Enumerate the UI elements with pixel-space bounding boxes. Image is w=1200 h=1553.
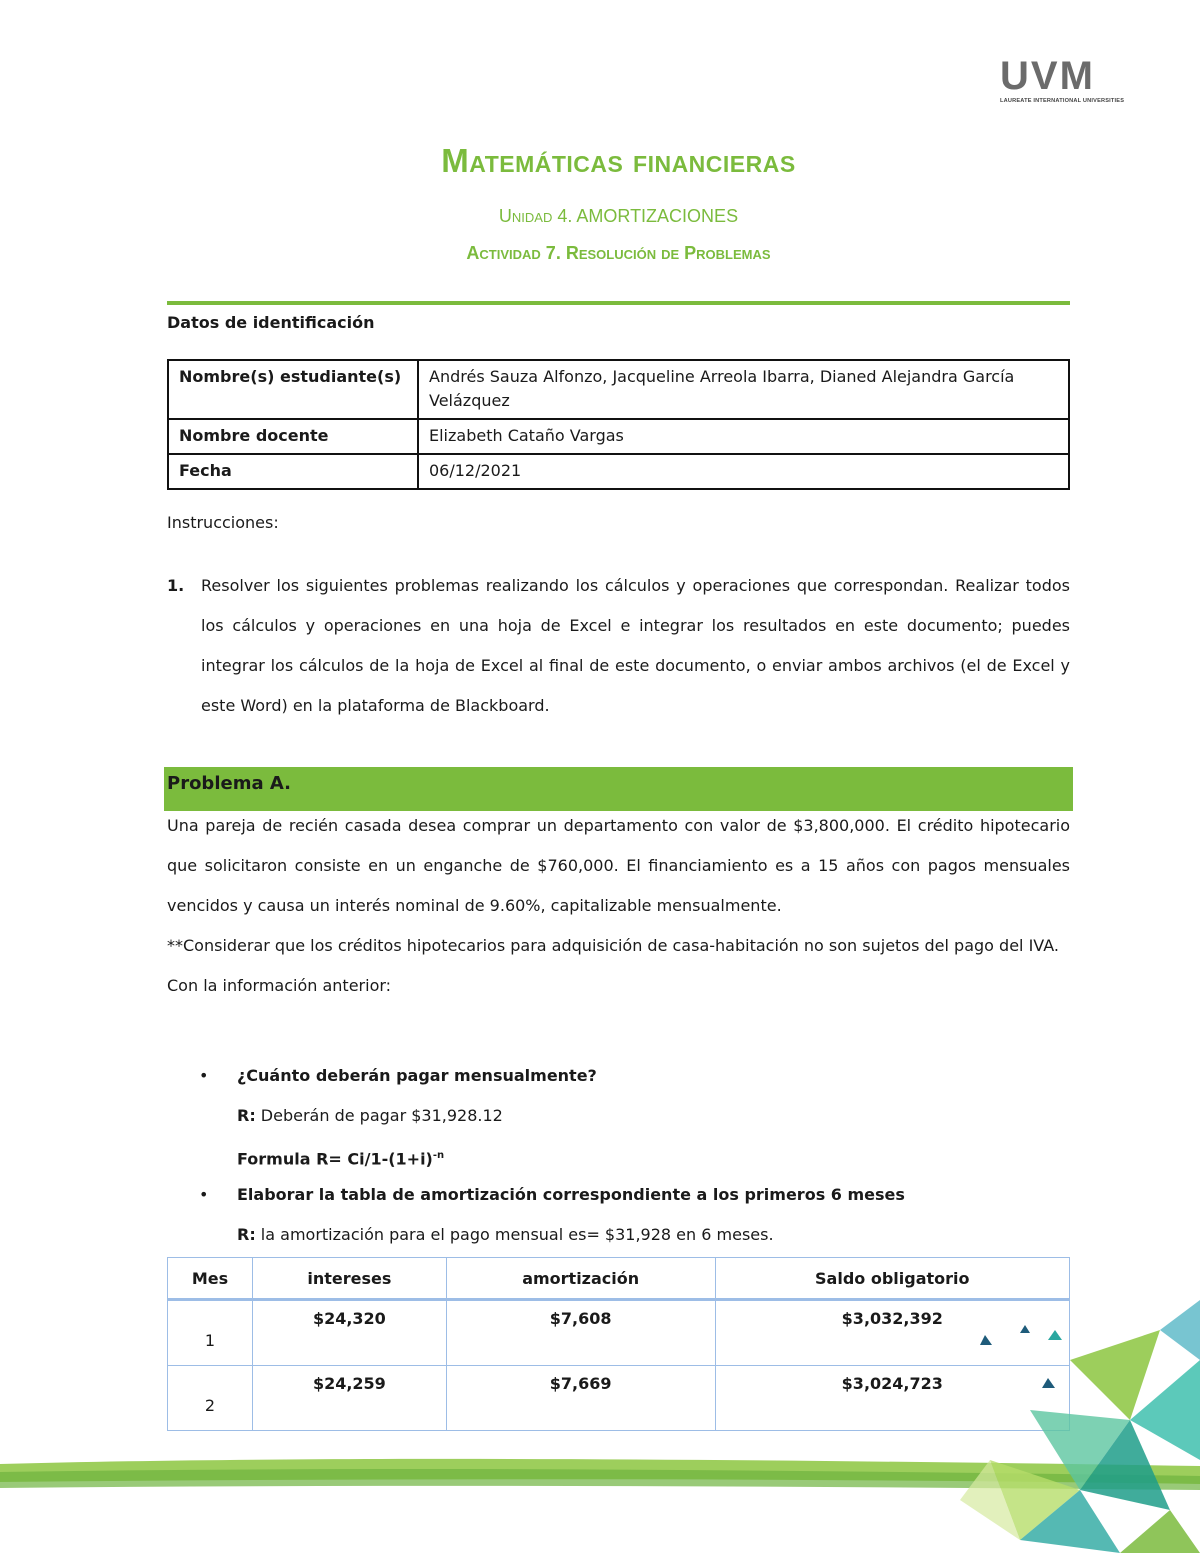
instructions-label: Instrucciones: — [167, 513, 279, 532]
logo-wordmark: UVM — [1000, 54, 1095, 98]
cell-saldo: $3,024,723 — [715, 1366, 1069, 1431]
date-value: 06/12/2021 — [418, 454, 1069, 489]
unit-subtitle: Unidad 4. AMORTIZACIONES — [498, 206, 739, 226]
activity-subtitle: Actividad 7. Resolución de Problemas — [466, 243, 771, 263]
problem-lead: Con la información anterior: — [167, 976, 392, 995]
document-title: Matemáticas financieras — [441, 142, 796, 179]
identification-label: Datos de identificación — [167, 313, 375, 332]
col-amortizacion: amortización — [446, 1258, 715, 1300]
formula-exponent: -n — [432, 1150, 445, 1161]
teacher-key: Nombre docente — [168, 419, 418, 454]
problem-note: **Considerar que los créditos hipotecarios para adquisición de casa-habitación no son sujetos del pago del IVA. — [167, 936, 1059, 955]
triangle-pattern-decoration — [930, 1300, 1200, 1553]
answer-2-label: R: — [237, 1225, 256, 1244]
answer-2-text: la amortización para el pago mensual es= $31,928 en 6 meses. — [255, 1225, 774, 1244]
answer-1-label: R: — [237, 1106, 256, 1125]
bullet-icon: • — [199, 1066, 209, 1085]
question-1-text: ¿Cuánto deberán pagar mensualmente? — [237, 1066, 597, 1085]
students-value: Andrés Sauza Alfonzo, Jacqueline Arreola Ibarra, Dianed Alejandra García Velázquez — [418, 360, 1069, 419]
answer-1 — [237, 1096, 1070, 1136]
logo-tagline: LAUREATE INTERNATIONAL UNIVERSITIES — [1000, 98, 1125, 104]
cell-saldo: $3,032,392 — [715, 1300, 1069, 1366]
problem-paragraph: Una pareja de recién casada desea comprar un departamento con valor de $3,800,000. El crédito hipotecario que solicitaron consiste en un enganche de $760,000. El financiamiento es a 15 años con pagos mensuales vencidos y causa un interés nominal de 9.60%, capitalizable mensualmente. — [167, 816, 1070, 915]
question-2 — [167, 1175, 1070, 1255]
header-divider — [167, 301, 1070, 305]
uvm-logo — [1000, 54, 1125, 106]
question-2-text: Elaborar la tabla de amortización correspondiente a los primeros 6 meses — [237, 1185, 905, 1204]
bullet-icon: • — [199, 1185, 209, 1204]
cell-intereses: $24,259 — [253, 1366, 447, 1431]
instructions-text: Resolver los siguientes problemas realizando los cálculos y operaciones que correspondan. Realizar todos los cálculos y operaciones en una hoja de Excel e integrar los resultados en este documento; puedes integrar los cálculos de la hoja de Excel al final de este documento, o enviar ambos archivos (el de Excel y este Word) en la plataforma de Blackboard. — [201, 576, 1070, 715]
question-1 — [167, 1056, 1070, 1179]
identification-table — [167, 359, 1070, 490]
cell-intereses: $24,320 — [253, 1300, 447, 1366]
formula — [237, 1136, 1070, 1179]
students-key: Nombre(s) estudiante(s) — [168, 360, 418, 419]
answer-1-text: Deberán de pagar $31,928.12 — [255, 1106, 503, 1125]
list-number: 1. — [167, 576, 185, 595]
teacher-value: Elizabeth Cataño Vargas — [418, 419, 1069, 454]
table-row — [168, 360, 1069, 419]
table-header-row — [168, 1258, 1070, 1300]
problem-heading: Problema A. — [164, 767, 1073, 811]
cell-amortizacion: $7,669 — [446, 1366, 715, 1431]
cell-mes: 1 — [168, 1300, 253, 1366]
cell-amortizacion: $7,608 — [446, 1300, 715, 1366]
problem-body — [167, 806, 1070, 1006]
instructions-list — [167, 566, 1070, 726]
date-key: Fecha — [168, 454, 418, 489]
table-row — [168, 419, 1069, 454]
col-intereses: intereses — [253, 1258, 447, 1300]
col-saldo: Saldo obligatorio — [715, 1258, 1069, 1300]
cell-mes: 2 — [168, 1366, 253, 1431]
table-row — [168, 454, 1069, 489]
formula-text: Formula R= Ci/1-(1+i) — [237, 1149, 433, 1169]
answer-2 — [237, 1215, 1070, 1255]
col-mes: Mes — [168, 1258, 253, 1300]
